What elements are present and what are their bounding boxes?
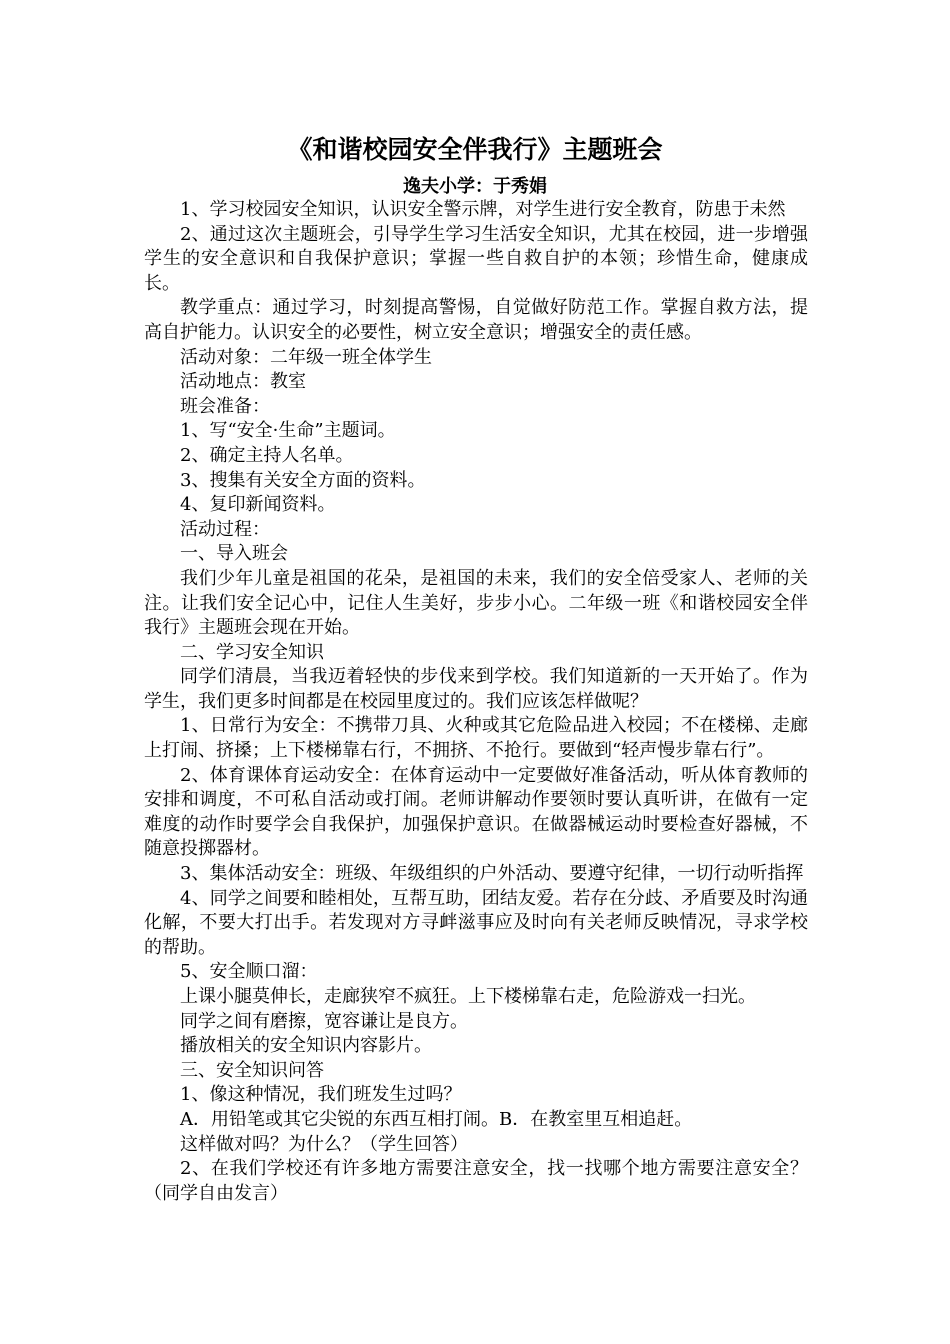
paragraph: 活动地点：教室	[180, 371, 306, 393]
paragraph: 1、学习校园安全知识，认识安全警示牌，对学生进行安全教育，防患于未然	[180, 199, 786, 220]
paragraph: 3、搜集有关安全方面的资料。	[180, 469, 426, 491]
section-heading: 二、学习安全知识	[180, 641, 324, 663]
section-heading: 一、导入班会	[180, 543, 288, 565]
paragraph: 2、在我们学校还有许多地方需要注意安全，找一找哪个地方需要注意安全？（同学自由发言）	[144, 1158, 808, 1204]
paragraph: 2、体育课体育运动安全：在体育运动中一定要做好准备活动，听从体育教师的安排和调度，不可私自活动或打闹。老师讲解动作要领时要认真听讲，在做有一定难度的动作时要学会自我保护，加强保护意识。在做器械运动时要检查好器械，不随意投掷器材。	[144, 764, 808, 860]
paragraph: 教学重点：通过学习，时刻提高警惕，自觉做好防范工作。掌握自救方法，提高自护能力。认识安全的必要性，树立安全意识；增强安全的责任感。	[144, 297, 808, 343]
paragraph: 活动对象：二年级一班全体学生	[180, 346, 432, 368]
paragraph: 1、日常行为安全：不携带刀具、火种或其它危险品进入校园；不在楼梯、走廊上打闹、挤搡；上下楼梯靠右行，不拥挤、不抢行。要做到“轻声慢步靠右行”。	[144, 715, 808, 762]
paragraph: 2、通过这次主题班会，引导学生学习生活安全知识，尤其在校园，进一步增强学生的安全意识和自我保护意识；掌握一些自救自护的本领；珍惜生命，健康成长。	[144, 223, 808, 294]
paragraph: 1、写“安全·生命”主题词。	[180, 420, 396, 442]
paragraph: 2、确定主持人名单。	[180, 444, 354, 466]
document-title: 《和谐校园安全伴我行》主题班会	[287, 135, 663, 164]
paragraph: 播放相关的安全知识内容影片。	[180, 1035, 432, 1057]
section-heading: 三、安全知识问答	[180, 1059, 324, 1081]
paragraph: 我们少年儿童是祖国的花朵，是祖国的未来，我们的安全倍受家人、老师的关注。让我们安全记心中，记住人生美好，步步小心。二年级一班《和谐校园安全伴我行》主题班会现在开始。	[144, 567, 808, 639]
paragraph: 同学之间有磨擦，宽容谦让是良方。	[180, 1010, 468, 1032]
paragraph: A．用铅笔或其它尖锐的东西互相打闹。B．在教室里互相追赶。	[180, 1108, 693, 1130]
paragraph: 1、像这种情况，我们班发生过吗？	[180, 1084, 462, 1106]
paragraph: 4、同学之间要和睦相处，互帮互助，团结友爱。若存在分歧、矛盾要及时沟通化解，不要大打出手。若发现对方寻衅滋事应及时向有关老师反映情况，寻求学校的帮助。	[144, 887, 808, 958]
paragraph: 3、集体活动安全：班级、年级组织的户外活动、要遵守纪律，一切行动听指挥	[180, 863, 804, 885]
paragraph: 活动过程：	[180, 518, 270, 540]
paragraph: 这样做对吗？为什么？（学生回答）	[180, 1133, 468, 1155]
paragraph: 班会准备：	[180, 395, 270, 417]
document-body	[144, 198, 808, 1206]
paragraph: 上课小腿莫伸长，走廊狭窄不疯狂。上下楼梯靠右走，危险游戏一扫光。	[180, 986, 756, 1007]
paragraph: 4、复印新闻资料。	[180, 494, 336, 516]
document-author: 逸夫小学：于秀娟	[403, 176, 547, 197]
paragraph: 5、安全顺口溜：	[180, 961, 318, 983]
paragraph: 同学们清晨，当我迈着轻快的步伐来到学校。我们知道新的一天开始了。作为学生，我们更多时间都是在校园里度过的。我们应该怎样做呢？	[144, 666, 808, 712]
